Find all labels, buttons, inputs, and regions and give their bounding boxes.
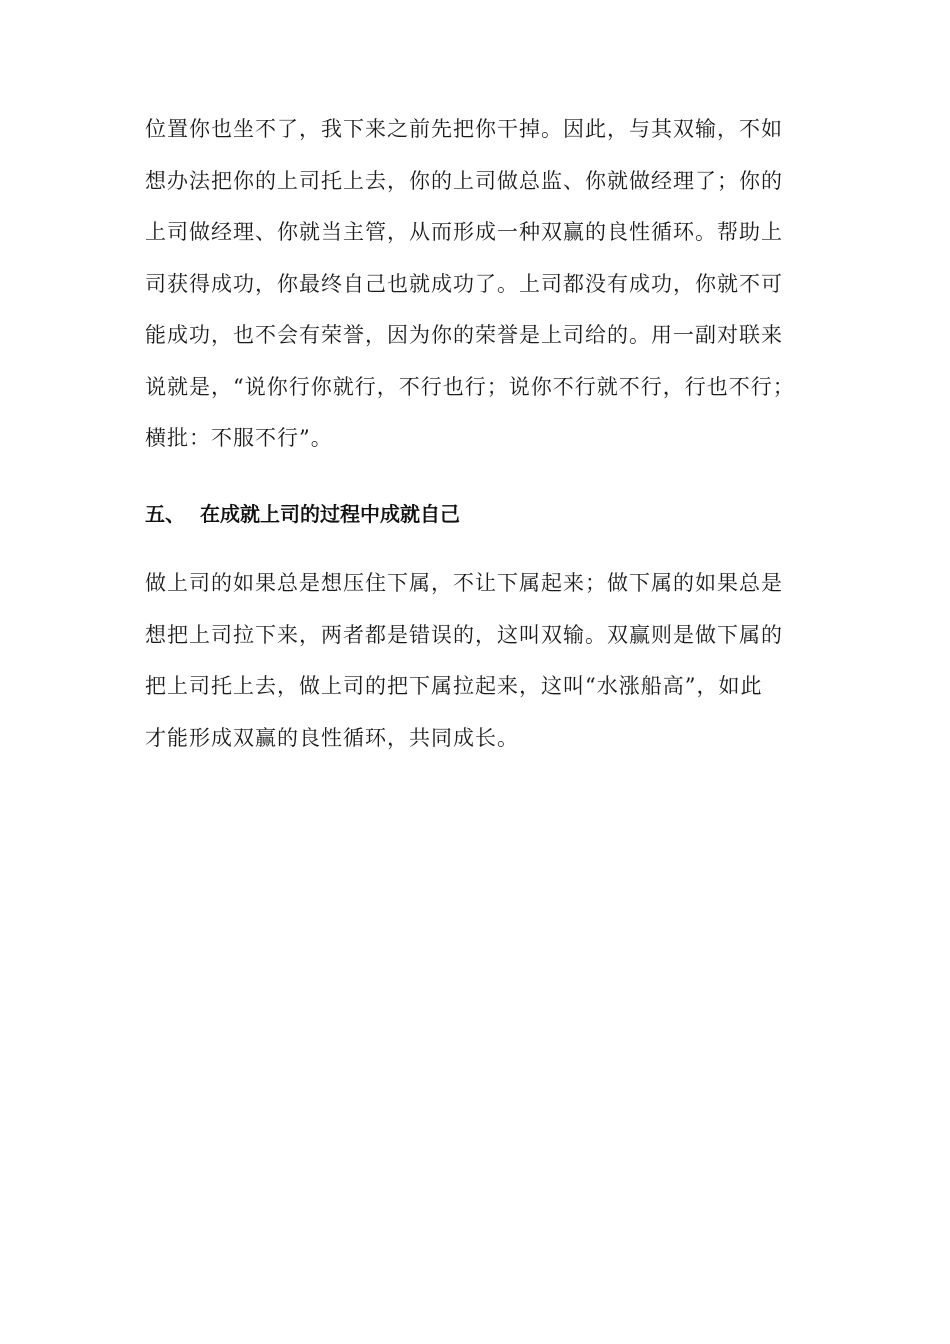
paragraph-line: 想把上司拉下来，两者都是错误的，这叫双输。双赢则是做下属的 (145, 622, 783, 647)
paragraph-line: 把上司托上去，做上司的把下属拉起来，这叫“水涨船高”，如此 (145, 674, 763, 698)
section-number: 五、 (145, 502, 185, 526)
paragraph-line: 司获得成功，你最终自己也就成功了。上司都没有成功，你就不可 (145, 271, 783, 296)
section-title: 在成就上司的过程中成就自己 (200, 502, 460, 526)
paragraph-line: 位置你也坐不了，我下来之前先把你干掉。因此，与其双输，不如 (145, 117, 783, 141)
paragraph-line: 说就是，“说你行你就行，不行也行；说你不行就不行，行也不行； (145, 374, 795, 399)
paragraph-2 (145, 558, 825, 764)
paragraph-line: 上司做经理、你就当主管，从而形成一种双赢的良性循环。帮助上 (145, 220, 783, 244)
paragraph-line: 横批：不服不行”。 (145, 426, 333, 450)
paragraph-line: 才能形成双赢的良性循环，共同成长。 (145, 725, 519, 750)
paragraph-line: 做上司的如果总是想压住下属，不让下属起来；做下属的如果总是 (145, 571, 783, 595)
paragraph-1 (145, 104, 825, 465)
paragraph-line: 能成功，也不会有荣誉，因为你的荣誉是上司给的。用一副对联来 (145, 323, 783, 347)
section-heading (145, 492, 460, 536)
paragraph-line: 想办法把你的上司托上去，你的上司做总监、你就做经理了；你的 (145, 168, 783, 193)
